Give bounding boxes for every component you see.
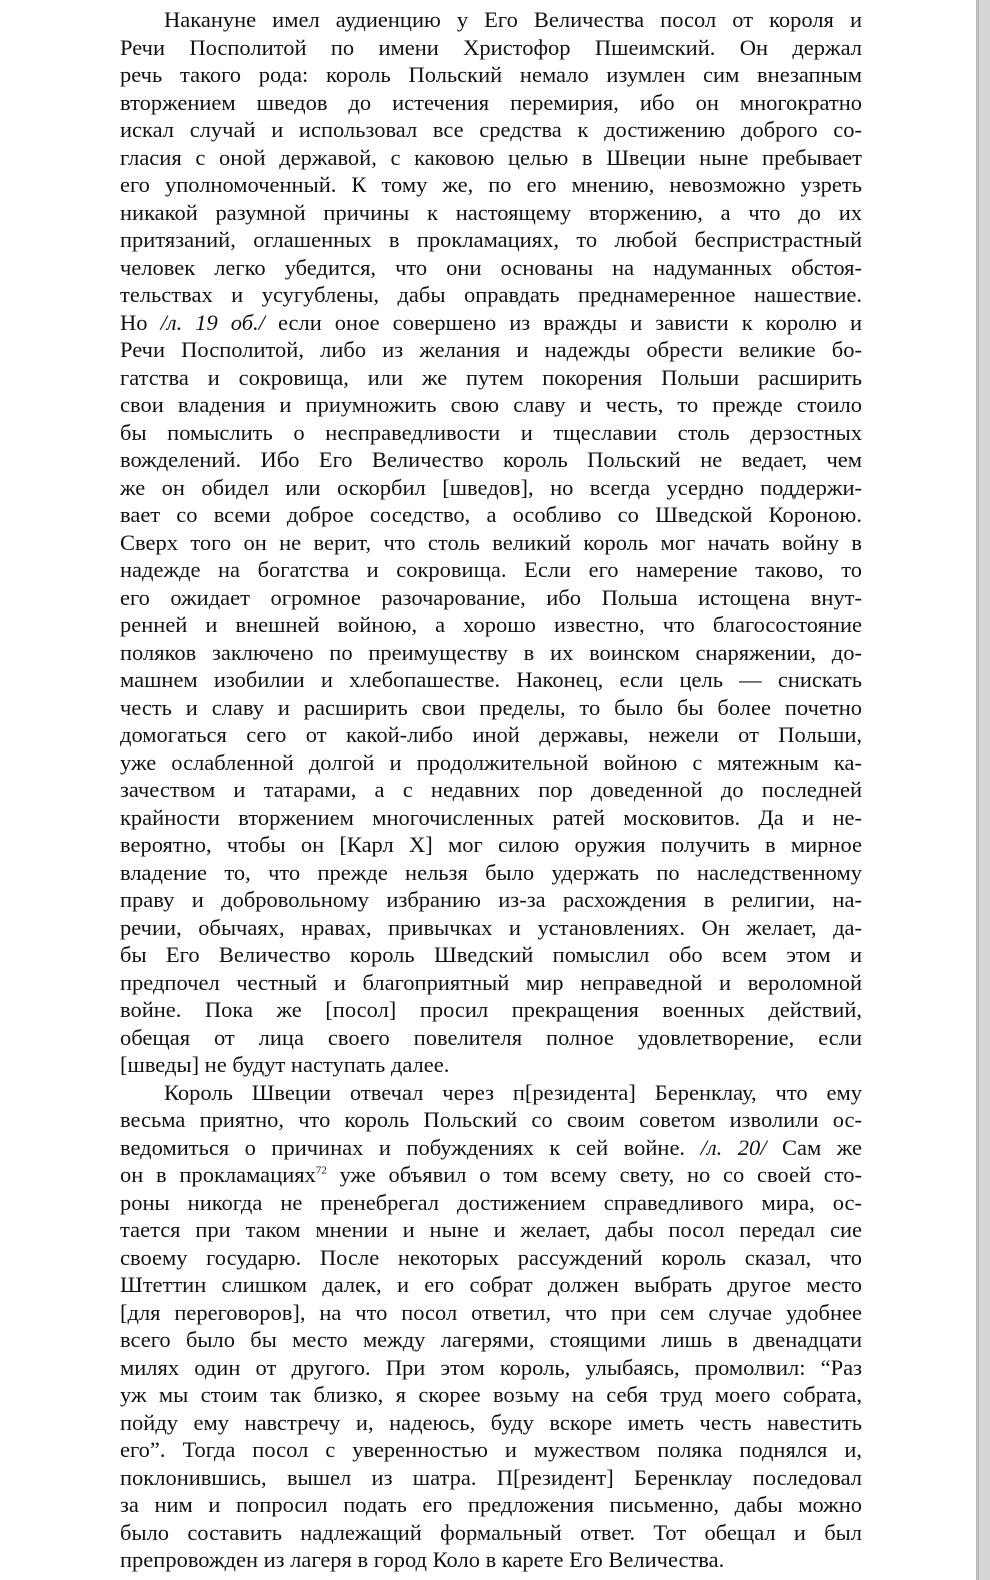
paragraph-2 (120, 1079, 862, 1574)
text-line: Штеттин слишком далек, и его собрат должен выбрать другое место (120, 1272, 862, 1297)
text-line: бы помыслить о несправедливости и тщеславии столь дерзостных (120, 419, 862, 445)
text-line: войне. Пока же [посол] просил прекращения военных действий, (120, 997, 862, 1022)
text-line: машнем изобилии и хлебопашестве. Наконец, если цель — снискать (120, 667, 862, 692)
text-line: бы Его Величество король Шведский помыслил обо всем этом и (120, 942, 862, 967)
text-line: своему государю. После некоторых рассуждений король сказал, что (120, 1244, 862, 1270)
text-line: речь такого рода: король Польский немало изумлен сим внезапным (120, 62, 862, 87)
text-run: уже объявил о том всему свету, но со своей сто- (326, 1162, 862, 1187)
text-line: вожделений. Ибо Его Величество король Польский не ведает, чем (120, 447, 862, 472)
text-line: праву и добровольному избранию из-за расхождения в религии, на- (120, 887, 862, 912)
text-line: его уполномоченный. К тому же, по его мнению, невозможно узреть (120, 172, 862, 197)
text-line: пойду ему навстречу и, надеюсь, буду вскоре иметь честь навестить (120, 1409, 862, 1435)
text-line: за ним и попросил подать его предложения письменно, дабы можно (120, 1492, 862, 1517)
text-line: вторжением шведов до истечения перемирия, ибо он многократно (120, 89, 862, 115)
text-line: роны никогда не пренебрегал достижением справедливого мира, ос- (120, 1189, 862, 1215)
text-line: Сверх того он не верит, что столь великий король мог начать войну в (120, 529, 862, 555)
footnote-marker: 72 (315, 1164, 327, 1177)
page-edge (979, 0, 990, 1580)
text-line: крайности вторжением многочисленных ратей московитов. Да и не- (120, 804, 862, 830)
text-run: Но (120, 309, 161, 335)
text-line: же он обидел или оскорбил [шведов], но всегда усердно поддержи- (120, 474, 862, 500)
text-line: его”. Тогда посол с уверенностью и мужеством поляка поднялся и, (120, 1437, 862, 1462)
text-line: надежде на богатства и сокровища. Если его намерение таково, то (120, 557, 862, 582)
text-line: Накануне имел аудиенцию у Его Величества посол от короля и (164, 7, 862, 32)
text-line: свои владения и приумножить свою славу и честь, то прежде стоило (120, 392, 862, 417)
text-run: он в прокламациях (120, 1162, 316, 1187)
text-run: если оное совершено из вражды и зависти к королю и (264, 309, 863, 335)
text-line: уж мы стоим так близко, я скорее возьму на себя труд моего собрата, (120, 1382, 862, 1407)
text-line: тельствах и усугублены, дабы оправдать преднамеренное нашествие. (120, 282, 862, 307)
text-line: весьма приятно, что король Польский со своим советом изволили ос- (120, 1107, 862, 1132)
text-line: всего было бы место между лагерями, стоящими лишь в двенадцати (120, 1327, 862, 1352)
text-line (120, 1161, 862, 1189)
text-line: [шведы] не будут наступать далее. (120, 1052, 450, 1077)
text-line: поляков заключено по преимуществу в их воинском снаряжении, до- (120, 639, 862, 665)
text-line: было составить надлежащий формальный ответ. Тот обещал и был (120, 1519, 862, 1545)
text-line (120, 309, 862, 337)
text-line: домогаться сего от какой-либо иной державы, нежели от Польши, (120, 722, 862, 747)
text-line: гатства и сокровища, или же путем покорения Польши расширить (120, 364, 862, 390)
text-line: поклонившись, вышел из шатра. П[резидент] Беренклау последовал (120, 1464, 862, 1490)
text-line: [для переговоров], на что посол ответил, что при сем случае удобнее (120, 1299, 862, 1325)
text-line: Речи Посполитой, либо из желания и надежды обрести великие бо- (120, 337, 862, 362)
document-text (120, 6, 862, 1574)
text-line: милях один от другого. При этом король, улыбаясь, промолвил: “Раз (120, 1354, 862, 1380)
text-line: гласия с оной державой, с каковою целью в Швеции ныне пребывает (120, 144, 862, 170)
text-line: зачеством и татарами, а с недавних пор доведенной до последней (120, 777, 862, 802)
text-line: уже ослабленной долгой и продолжительной войною с мятежным ка- (120, 749, 862, 775)
text-line: искал случай и использовал все средства к достижению доброго со- (120, 117, 862, 142)
text-line: владение то, что прежде нельзя было удержать по наследственному (120, 859, 862, 885)
text-line: препровожден из лагеря в город Коло в карете Его Величества. (120, 1547, 725, 1572)
folio-reference: /л. 19 об./ (160, 309, 265, 335)
text-line: вероятно, чтобы он [Карл X] мог силою оружия получить в мирное (120, 832, 862, 857)
text-line: предпочел честный и благоприятный мир неправедной и вероломной (120, 969, 862, 995)
text-line: Речи Посполитой по имени Христофор Пшеимский. Он держал (120, 34, 862, 60)
text-line: вает со всеми доброе соседство, а особливо со Шведской Короною. (120, 502, 862, 527)
text-line: честь и славу и расширить свои пределы, то было бы более почетно (120, 694, 862, 720)
text-line: обещая от лица своего повелителя полное удовлетворение, если (120, 1024, 862, 1050)
paragraph-1 (120, 6, 862, 1079)
text-line: никакой разумной причины к настоящему вторжению, а что до их (120, 199, 862, 225)
text-line: притязаний, оглашенных в прокламациях, то любой беспристрастный (120, 227, 862, 252)
text-line: его ожидает огромное разочарование, ибо Польша истощена внут- (120, 584, 862, 610)
text-line: человек легко убедится, что они основаны на надуманных обстоя- (120, 254, 862, 280)
text-run: ведомиться о причинах и побуждениях к сей войне. (120, 1134, 701, 1160)
text-line: речии, обычаях, нравах, привычках и установлениях. Он желает, да- (120, 914, 862, 940)
folio-reference: /л. 20/ (700, 1134, 767, 1160)
text-line (120, 1134, 862, 1162)
text-run: Сам же (766, 1134, 862, 1160)
text-line: тается при таком мнении и ныне и желает, дабы посол передал сие (120, 1217, 862, 1242)
text-line: ренней и внешней войною, а хорошо известно, что благосостояние (120, 612, 862, 637)
text-line: Король Швеции отвечал через п[резидента] Беренклау, что ему (164, 1079, 862, 1105)
